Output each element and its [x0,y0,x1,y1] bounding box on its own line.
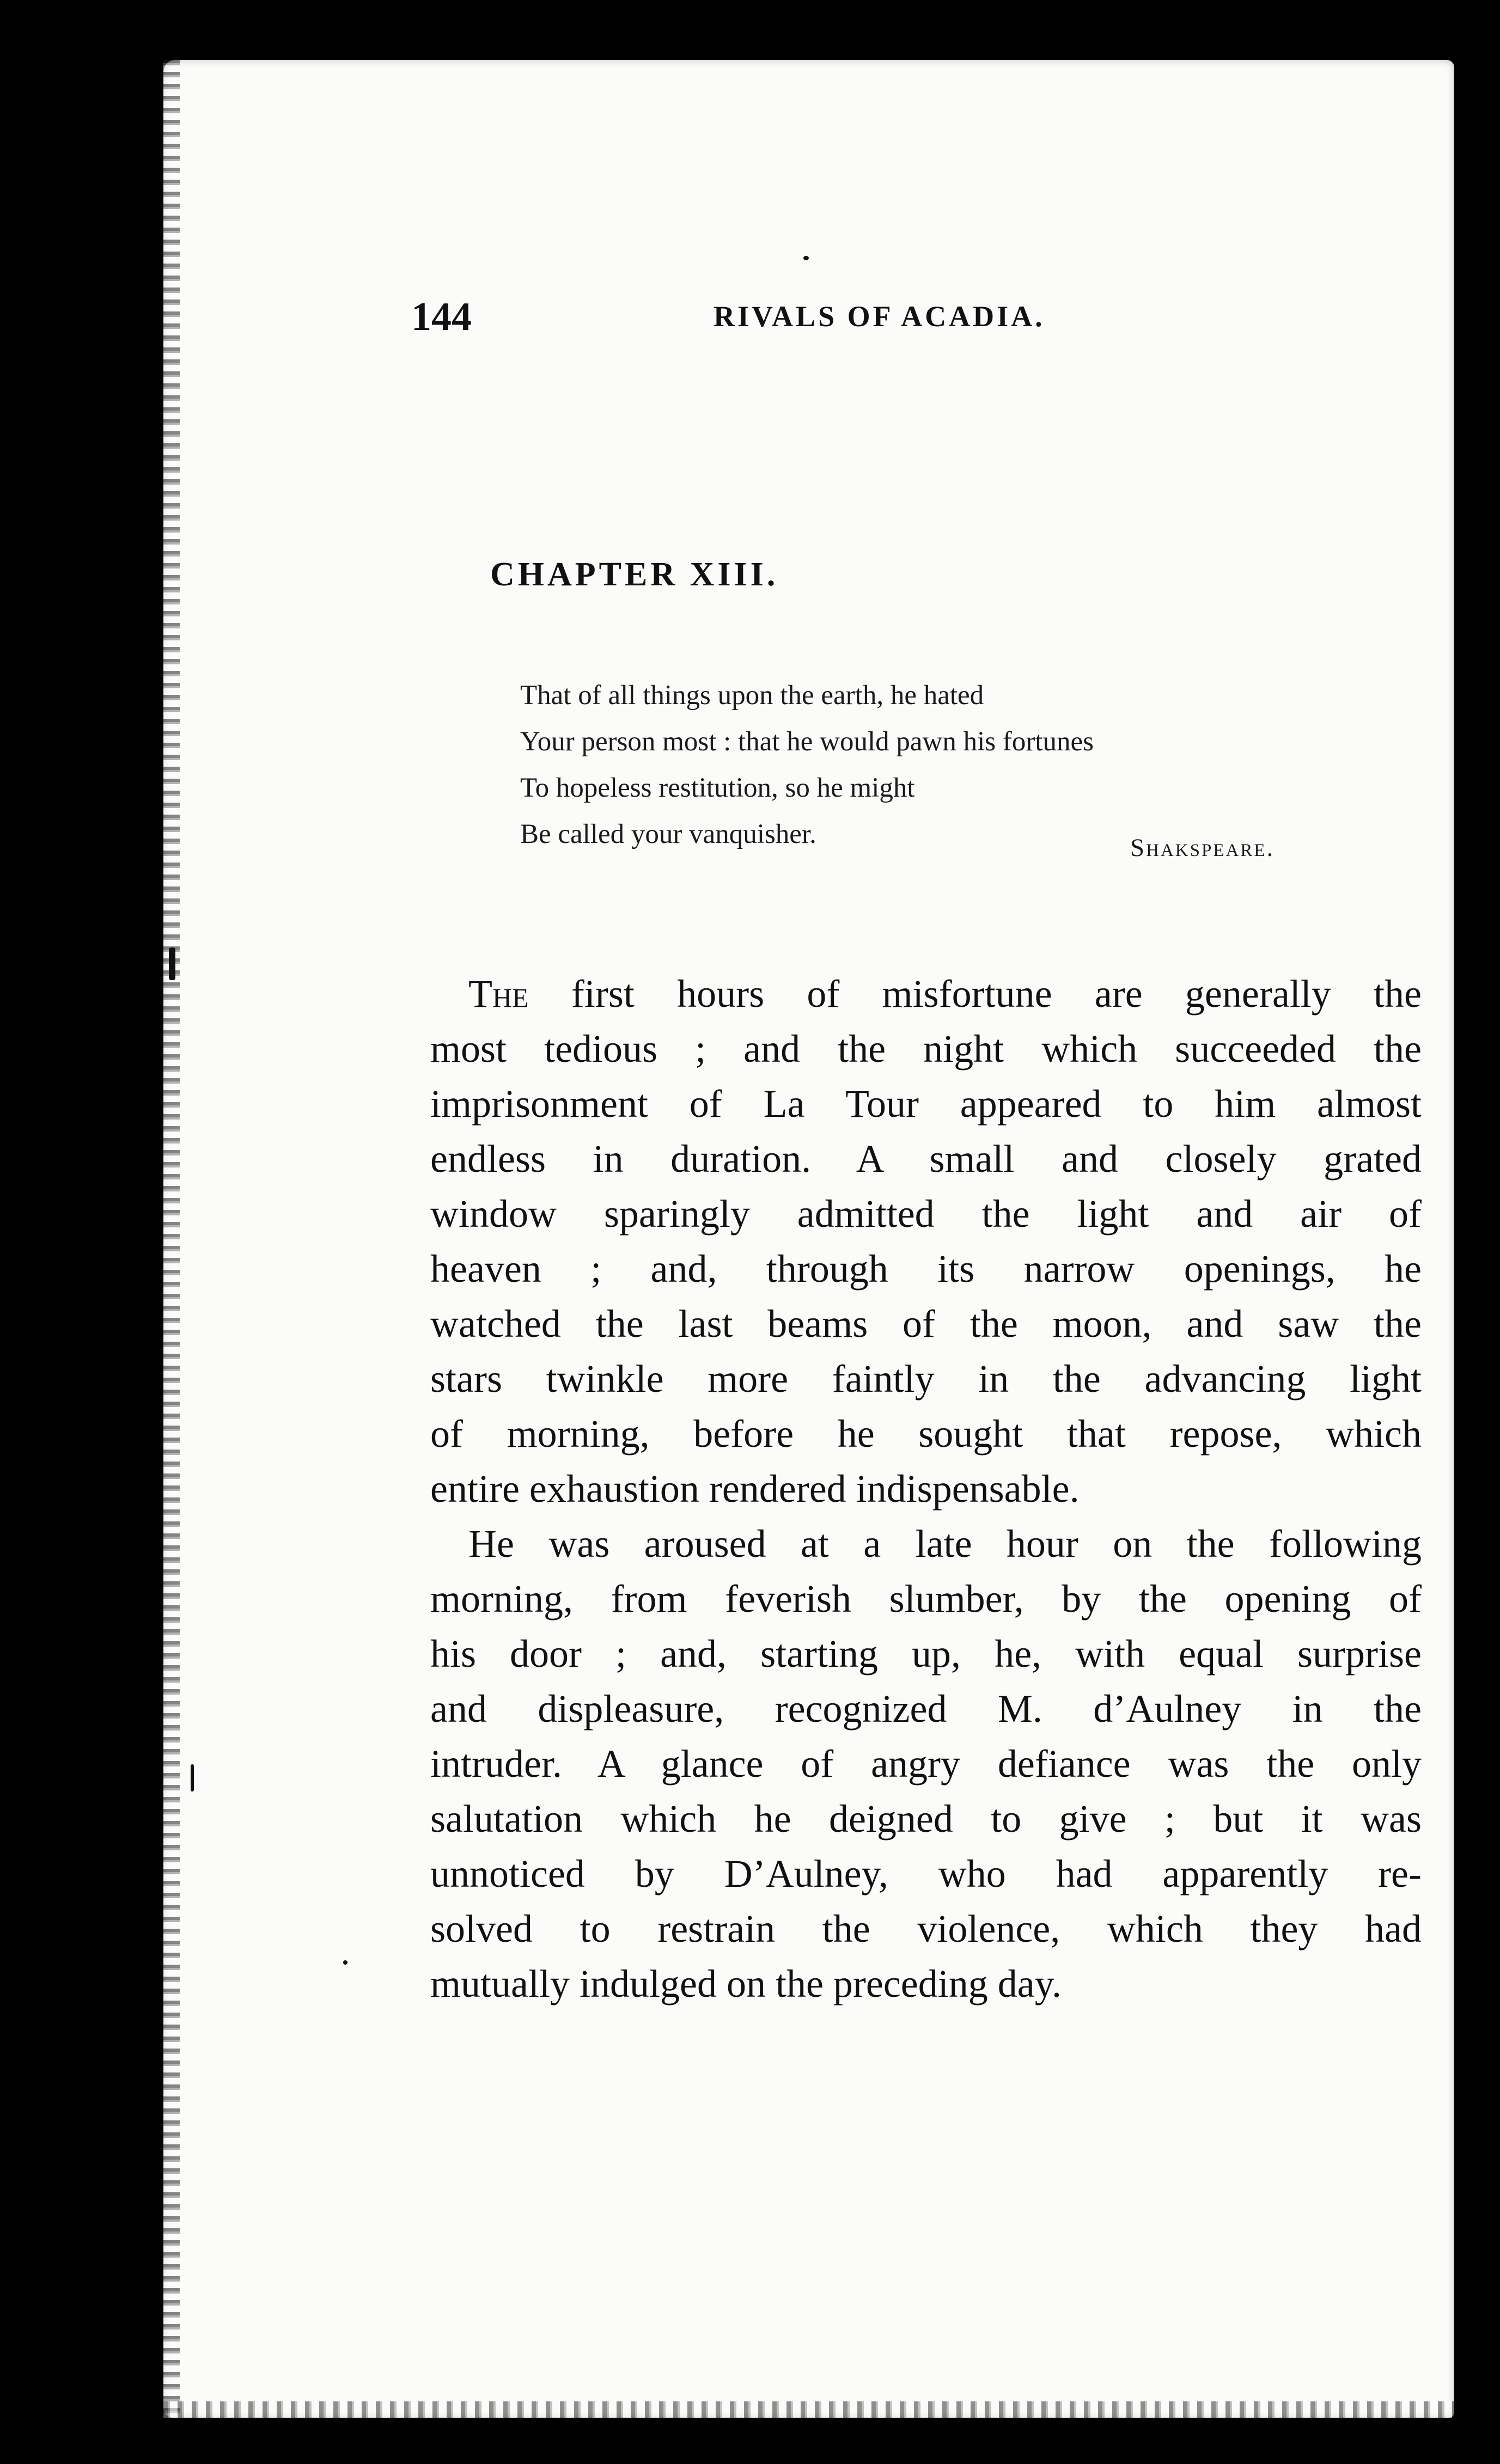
ink-speck [803,256,809,260]
epigraph-author: Shakspeare. [1130,834,1275,862]
paragraph-1-line: watched the last beams of the moon, and saw the [430,1302,1422,1346]
page-edge-bottom [163,2401,1454,2418]
paragraph-1-line: entire exhaustion rendered indispensable. [430,1467,1080,1511]
ink-speck [191,1764,194,1792]
paragraph-1-line: window sparingly admitted the light and air of [430,1192,1422,1236]
paragraph-1-line: of morning, before he sought that repose, which [430,1412,1422,1456]
paragraph-2-line: mutually indulged on the preceding day. [430,1962,1062,2006]
paragraph-1-line-text: first hours of misfortune are generally the [528,972,1422,1016]
ink-speck [169,947,175,980]
paragraph-1-line [430,967,1422,1022]
paragraph-2-line: morning, from feverish slumber, by the opening of [430,1577,1422,1621]
lead-word: The [468,972,529,1016]
page-edge-left [163,60,180,2418]
paragraph-1-line: most tedious ; and the night which succeeded the [430,1027,1422,1071]
chapter-heading: CHAPTER XIII. [490,556,779,593]
paragraph-2-line: solved to restrain the violence, which they had [430,1907,1422,1951]
epigraph-line: That of all things upon the earth, he hated [520,680,984,711]
epigraph [520,672,1348,858]
paragraph-1-line: endless in duration. A small and closely grated [430,1137,1422,1181]
ink-speck [343,1960,347,1965]
paragraph-2-line: salutation which he deigned to give ; but it was [430,1797,1422,1841]
paragraph-2-line: intruder. A glance of angry defiance was the only [430,1742,1422,1786]
paragraph-1-line: heaven ; and, through its narrow openings, he [430,1247,1422,1291]
epigraph-line: To hopeless restitution, so he might [520,773,915,803]
paragraph-1-line: imprisonment of La Tour appeared to him almost [430,1082,1422,1126]
paragraph-1-line: stars twinkle more faintly in the advancing light [430,1357,1422,1401]
paragraph-2-line: unnoticed by D’Aulney, who had apparently re- [430,1852,1422,1896]
paragraph-2-line: his door ; and, starting up, he, with equal surprise [430,1632,1422,1676]
paragraph-2-line: He was aroused at a late hour on the following [468,1522,1422,1566]
epigraph-line: Your person most : that he would pawn his fortunes [520,726,1094,757]
running-head [411,294,1108,354]
running-title: RIVALS OF ACADIA. [714,300,1045,333]
epigraph-line: Be called your vanquisher. [520,819,816,849]
body-text [430,967,1422,2011]
paragraph-2-line: and displeasure, recognized M. d’Aulney in the [430,1687,1422,1731]
page-number: 144 [411,295,472,339]
